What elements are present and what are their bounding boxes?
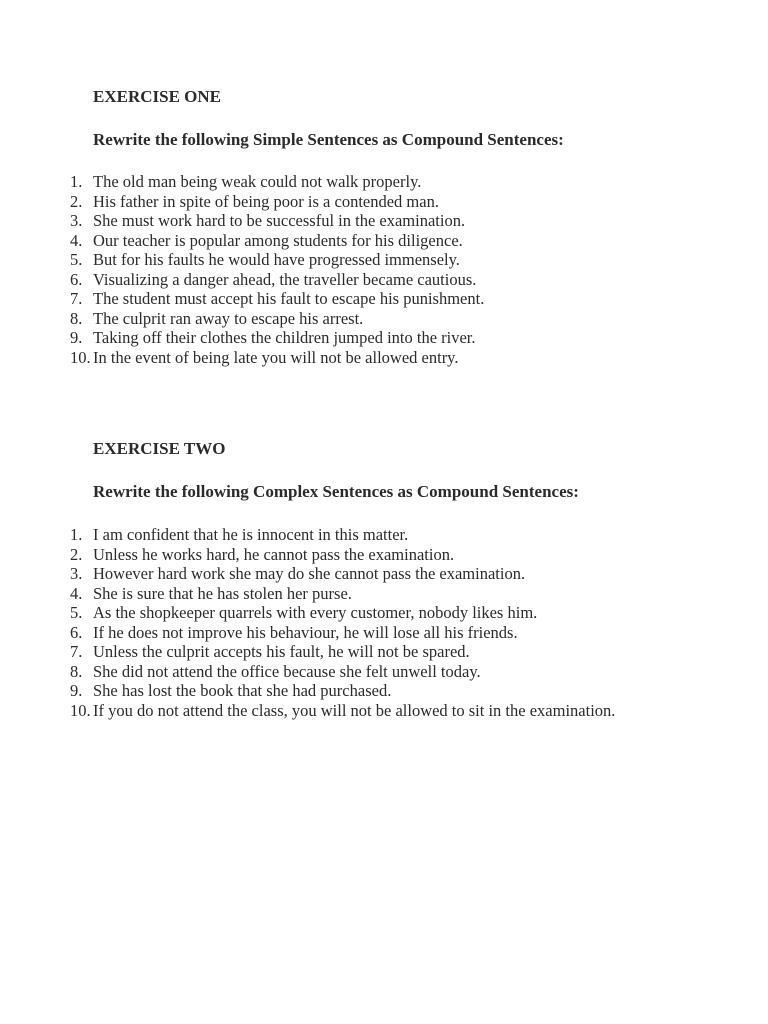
item-number: 6. <box>70 622 83 642</box>
item-number: 1. <box>70 525 83 544</box>
item-text: Our teacher is popular among students for his diligence. <box>93 230 463 250</box>
list-item <box>0 192 768 212</box>
item-text: Unless he works hard, he cannot pass the examination. <box>93 544 455 564</box>
item-number: 4. <box>70 230 83 250</box>
item-text: If he does not improve his behaviour, he will lose all his friends. <box>93 622 518 642</box>
item-text: If you do not attend the class, you will not be allowed to sit in the examination. <box>93 700 616 720</box>
item-number: 4. <box>70 583 83 603</box>
list-item <box>0 348 768 368</box>
item-text: She must work hard to be successful in the examination. <box>93 211 466 230</box>
item-text: She is sure that he has stolen her purse. <box>93 583 352 603</box>
list-item <box>0 289 768 309</box>
item-number: 2. <box>70 191 83 211</box>
list-item <box>0 328 768 348</box>
item-text: The student must accept his fault to escape his punishment. <box>93 289 485 308</box>
item-text: His father in spite of being poor is a contended man. <box>93 191 439 211</box>
item-text: She has lost the book that she had purchased. <box>93 681 392 700</box>
list-item <box>0 623 768 643</box>
item-number: 8. <box>70 308 83 328</box>
list-item <box>0 642 768 662</box>
item-number: 10. <box>70 700 91 720</box>
item-text: Visualizing a danger ahead, the traveller became cautious. <box>93 269 477 289</box>
exercise-two-instruction: Rewrite the following Complex Sentences as Compound Sentences: <box>93 482 579 501</box>
item-number: 8. <box>70 661 83 681</box>
exercise-two-heading: EXERCISE TWO <box>93 439 226 458</box>
item-text: In the event of being late you will not be allowed entry. <box>93 347 459 367</box>
item-text: But for his faults he would have progressed immensely. <box>93 250 460 269</box>
item-text: The culprit ran away to escape his arrest. <box>93 308 364 328</box>
item-number: 1. <box>70 172 83 191</box>
list-item <box>0 681 768 701</box>
item-text: Unless the culprit accepts his fault, he will not be spared. <box>93 642 470 661</box>
item-number: 7. <box>70 642 83 661</box>
item-text: As the shopkeeper quarrels with every customer, nobody likes him. <box>93 603 538 622</box>
list-item <box>0 211 768 231</box>
list-item <box>0 564 768 584</box>
item-number: 2. <box>70 544 83 564</box>
item-number: 5. <box>70 603 83 622</box>
list-item <box>0 525 768 545</box>
item-number: 5. <box>70 250 83 269</box>
list-item <box>0 603 768 623</box>
item-number: 10. <box>70 347 91 367</box>
exercise-one-heading: EXERCISE ONE <box>93 87 222 106</box>
item-number: 9. <box>70 328 83 347</box>
item-number: 7. <box>70 289 83 308</box>
list-item <box>0 701 768 721</box>
item-text: However hard work she may do she cannot pass the examination. <box>93 564 526 583</box>
list-item <box>0 662 768 682</box>
item-text: I am confident that he is innocent in this matter. <box>93 525 409 544</box>
item-text: She did not attend the office because she felt unwell today. <box>93 661 481 681</box>
item-text: The old man being weak could not walk properly. <box>93 172 422 191</box>
list-item <box>0 545 768 565</box>
item-number: 9. <box>70 681 83 700</box>
list-item <box>0 270 768 290</box>
exercise-one-instruction: Rewrite the following Simple Sentences as Compound Sentences: <box>93 130 564 149</box>
item-number: 3. <box>70 211 83 230</box>
item-number: 3. <box>70 564 83 583</box>
list-item <box>0 309 768 329</box>
list-item <box>0 231 768 251</box>
item-number: 6. <box>70 269 83 289</box>
exercise-two-list <box>0 525 768 720</box>
item-text: Taking off their clothes the children jumped into the river. <box>93 328 476 347</box>
exercise-one-list <box>0 172 768 367</box>
list-item <box>0 250 768 270</box>
list-item <box>0 172 768 192</box>
list-item <box>0 584 768 604</box>
